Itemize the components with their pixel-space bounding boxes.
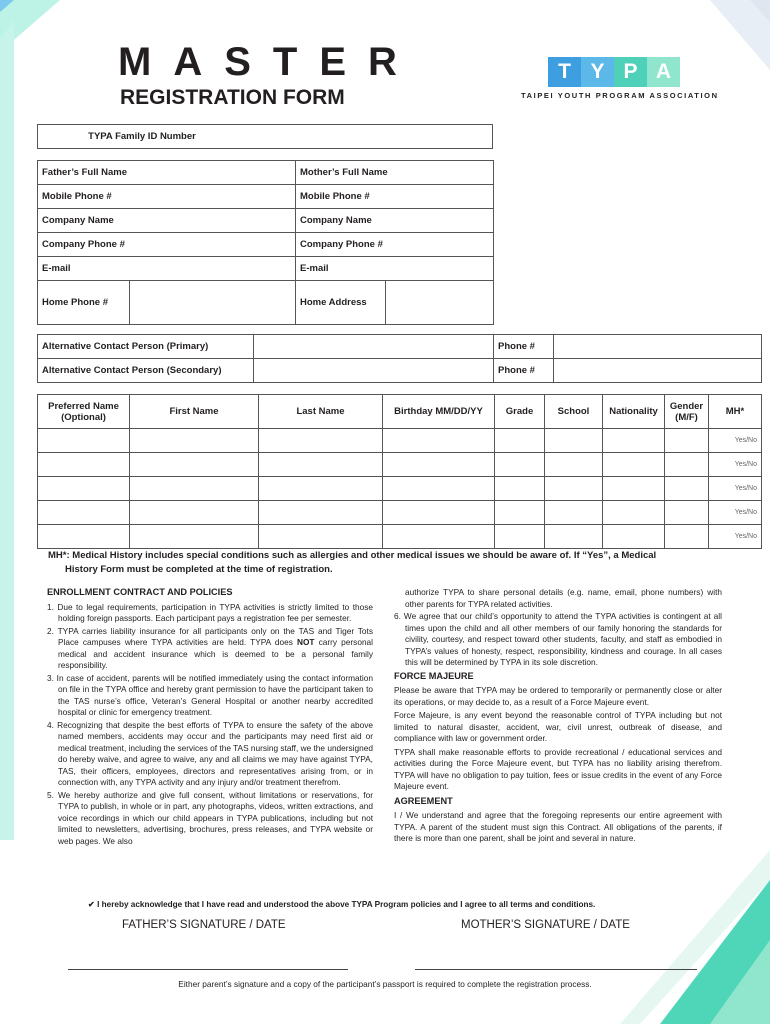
contract-item-2-not: NOT	[296, 637, 315, 647]
agreement-heading: AGREEMENT	[394, 795, 453, 806]
family-id-table	[37, 124, 493, 149]
father-company-phone-field[interactable]: Company Phone #	[38, 233, 296, 257]
cell-last-name[interactable]	[259, 477, 383, 501]
cell-first-name[interactable]	[130, 477, 259, 501]
cell-grade[interactable]	[495, 525, 545, 549]
home-address-field[interactable]	[386, 281, 494, 325]
cell-first-name[interactable]	[130, 525, 259, 549]
participant-row	[38, 501, 762, 525]
cell-mh-yes-no[interactable]: Yes/No	[709, 525, 762, 549]
mother-signature-label: MOTHER’S SIGNATURE / DATE	[461, 919, 630, 931]
cell-grade[interactable]	[495, 453, 545, 477]
home-phone-label: Home Phone #	[38, 281, 130, 325]
logo-letter-t: T	[548, 57, 581, 87]
header-preferred-name: Preferred Name (Optional)	[38, 395, 130, 429]
cell-birthday[interactable]	[383, 477, 495, 501]
contract-item-2-text-end: carry personal medical and accident insurance which is deemed to be a personal family responsibility.	[58, 637, 374, 670]
contract-item-5: 5. We hereby authorize and give full consent, without limitations or reservations, for TYPA to publish, in whole or in part, any photographs, videos, written extractions, and voice recordings in which our child appears in TYPA publications, including but not limited to newsletters, advertising, brochures, press releases, and TYPA website or web pages. We also	[47, 789, 373, 846]
contract-item-6: 6. We agree that our child’s opportunity to attend the TYPA activities is contingent at all times upon the child and all other members of our family honoring the standards for civility, courtesy, and respect toward other students, faculty, and staff as embodied in TYPA’s values of honesty, respect, responsibility, kindness and courage. In all cases this will be determined by TYPA in its sole discretion.	[394, 611, 722, 667]
logo-letter-a: A	[647, 57, 680, 87]
typa-logo	[548, 57, 680, 87]
acknowledgement-checkbox[interactable]: ✔ I hereby acknowledge that I have read and understood the above TYPA Program policies and I agree to all terms and conditions.	[88, 900, 596, 909]
cell-last-name[interactable]	[259, 501, 383, 525]
decor-bottom-right	[620, 820, 770, 1024]
cell-preferred-name[interactable]	[38, 525, 130, 549]
cell-school[interactable]	[545, 429, 603, 453]
title-registration-form: REGISTRATION FORM	[120, 86, 345, 109]
cell-nationality[interactable]	[603, 477, 665, 501]
father-mobile-field[interactable]: Mobile Phone #	[38, 185, 296, 209]
cell-gender[interactable]	[665, 477, 709, 501]
logo-letter-p: P	[614, 57, 647, 87]
contract-item-5-continued: authorize TYPA to share personal details (e.g. name, email, phone numbers) with other parents for TYPA related activities.	[405, 587, 722, 609]
contract-left-column	[47, 587, 373, 848]
title-master: MASTER	[118, 40, 419, 84]
cell-birthday[interactable]	[383, 525, 495, 549]
mother-mobile-field[interactable]: Mobile Phone #	[296, 185, 494, 209]
cell-mh-yes-no[interactable]: Yes/No	[709, 501, 762, 525]
cell-first-name[interactable]	[130, 501, 259, 525]
logo-subtitle: TAIPEI YOUTH PROGRAM ASSOCIATION	[521, 91, 719, 100]
cell-preferred-name[interactable]	[38, 477, 130, 501]
logo-letter-y: Y	[581, 57, 614, 87]
force-majeure-p1: Please be aware that TYPA may be ordered to temporarily or permanently close or alter its operations, or may decide to, as a result of a Force Majeure event.	[394, 685, 722, 707]
contract-item-4: 4. Recognizing that despite the best efforts of TYPA to ensure the safety of the above named members, accidents may occur and the participants may need first aid or medical treatment, including the services of the TAS nursing staff, we the undersigned do hereby waive, and agree to waive, any and all claims we may have against TYPA, TAS, their officers, employees, directors and representatives arising from, or in connection with, any TYPA activity and any injury and/or treatment therefrom.	[47, 719, 373, 787]
participant-row	[38, 477, 762, 501]
mother-company-phone-field[interactable]: Company Phone #	[296, 233, 494, 257]
cell-grade[interactable]	[495, 477, 545, 501]
contract-heading: ENROLLMENT CONTRACT AND POLICIES	[47, 587, 233, 597]
alt-contact-secondary-field[interactable]	[254, 359, 494, 383]
cell-gender[interactable]	[665, 525, 709, 549]
alt-contact-primary-phone-field[interactable]	[554, 335, 762, 359]
father-company-field[interactable]: Company Name	[38, 209, 296, 233]
participant-row	[38, 525, 762, 549]
cell-gender[interactable]	[665, 429, 709, 453]
father-signature-label: FATHER’S SIGNATURE / DATE	[122, 919, 286, 931]
header-gender: Gender (M/F)	[665, 395, 709, 429]
mother-company-field[interactable]: Company Name	[296, 209, 494, 233]
force-majeure-p3: TYPA shall make reasonable efforts to provide recreational / educational services and activities during the Force Majeure event, but TYPA has no liability arising therefrom. TYPA will have no obligation to pay tuition, fees or issue credits in the event of any Force Majeure event.	[394, 746, 722, 791]
family-id-field[interactable]	[242, 125, 493, 149]
cell-last-name[interactable]	[259, 429, 383, 453]
cell-preferred-name[interactable]	[38, 453, 130, 477]
fathers-name-field[interactable]: Father’s Full Name	[38, 161, 296, 185]
header-birthday: Birthday MM/DD/YY	[383, 395, 495, 429]
mother-email-field[interactable]: E-mail	[296, 257, 494, 281]
header-mh: MH*	[709, 395, 762, 429]
force-majeure-p2: Force Majeure, is any event beyond the reasonable control of TYPA including but not limited to natural disaster, accident, war, civil unrest, outbreak of disease, and compliance with law or government order.	[394, 710, 722, 743]
home-address-label: Home Address	[296, 281, 386, 325]
cell-school[interactable]	[545, 525, 603, 549]
participant-row	[38, 429, 762, 453]
contract-item-2-text: 2. TYPA carries liability insurance for all participants only on the TAS and Tiger Tots Place campuses where TYPA activities are held. TYPA does	[47, 625, 373, 647]
cell-school[interactable]	[545, 453, 603, 477]
decor-left-strip	[0, 20, 40, 840]
alt-contacts-table	[37, 334, 762, 383]
alt-contact-primary-phone-label: Phone #	[494, 335, 554, 359]
participants-table	[37, 394, 762, 549]
mh-note-line2: History Form must be completed at the time of registration.	[65, 563, 333, 575]
alt-contact-secondary-phone-label: Phone #	[494, 359, 554, 383]
cell-gender[interactable]	[665, 453, 709, 477]
header-first-name: First Name	[130, 395, 259, 429]
header-nationality: Nationality	[603, 395, 665, 429]
cell-nationality[interactable]	[603, 429, 665, 453]
contract-right-column	[394, 587, 722, 847]
cell-nationality[interactable]	[603, 453, 665, 477]
cell-grade[interactable]	[495, 429, 545, 453]
cell-birthday[interactable]	[383, 453, 495, 477]
contract-item-2	[47, 626, 373, 672]
cell-nationality[interactable]	[603, 501, 665, 525]
cell-first-name[interactable]	[130, 453, 259, 477]
contract-item-3: 3. In case of accident, parents will be notified immediately using the contact information on file in the TYPA office and hereby grant permission to have the participant taken to the TAS nurse’s office, Veteran’s General Hospital or another nearby accredited hospital or clinic for emergency treatment.	[47, 672, 373, 717]
cell-grade[interactable]	[495, 501, 545, 525]
alt-contact-secondary-label: Alternative Contact Person (Secondary)	[38, 359, 254, 383]
cell-nationality[interactable]	[603, 525, 665, 549]
agreement-p1: I / We understand and agree that the foregoing represents our entire agreement with TYPA. A parent of the student must sign this Contract. All obligations of the parents, if there is more than one parent, shall be joint and several in nature.	[394, 810, 722, 843]
contract-item-1: 1. Due to legal requirements, participation in TYPA activities is strictly limited to those holding foreign passports. Each participant pays a registration fee per semester.	[47, 601, 373, 623]
header-school: School	[545, 395, 603, 429]
cell-first-name[interactable]	[130, 429, 259, 453]
alt-contact-primary-field[interactable]	[254, 335, 494, 359]
cell-birthday[interactable]	[383, 501, 495, 525]
cell-mh-yes-no[interactable]: Yes/No	[709, 453, 762, 477]
cell-preferred-name[interactable]	[38, 501, 130, 525]
father-signature-line[interactable]	[68, 969, 348, 970]
cell-school[interactable]	[545, 501, 603, 525]
parents-table	[37, 160, 494, 325]
medical-history-note	[48, 549, 738, 576]
header-last-name: Last Name	[259, 395, 383, 429]
cell-mh-yes-no[interactable]: Yes/No	[709, 429, 762, 453]
alt-contact-primary-label: Alternative Contact Person (Primary)	[38, 335, 254, 359]
cell-gender[interactable]	[665, 501, 709, 525]
cell-mh-yes-no[interactable]: Yes/No	[709, 477, 762, 501]
cell-school[interactable]	[545, 477, 603, 501]
cell-last-name[interactable]	[259, 525, 383, 549]
participant-row	[38, 453, 762, 477]
cell-last-name[interactable]	[259, 453, 383, 477]
family-id-label: TYPA Family ID Number	[38, 125, 243, 149]
home-phone-field[interactable]	[130, 281, 296, 325]
header-grade: Grade	[495, 395, 545, 429]
father-email-field[interactable]: E-mail	[38, 257, 296, 281]
cell-preferred-name[interactable]	[38, 429, 130, 453]
mother-signature-line[interactable]	[415, 969, 697, 970]
footer-note: Either parent’s signature and a copy of the participant’s passport is required to complete the registration process.	[178, 979, 592, 989]
alt-contact-secondary-phone-field[interactable]	[554, 359, 762, 383]
mh-note-line1: MH*: Medical History includes special conditions such as allergies and other medical issues we should be aware of. If “Yes”, a Medical	[48, 550, 657, 561]
force-majeure-heading: FORCE MAJEURE	[394, 670, 474, 681]
mothers-name-field[interactable]: Mother’s Full Name	[296, 161, 494, 185]
cell-birthday[interactable]	[383, 429, 495, 453]
